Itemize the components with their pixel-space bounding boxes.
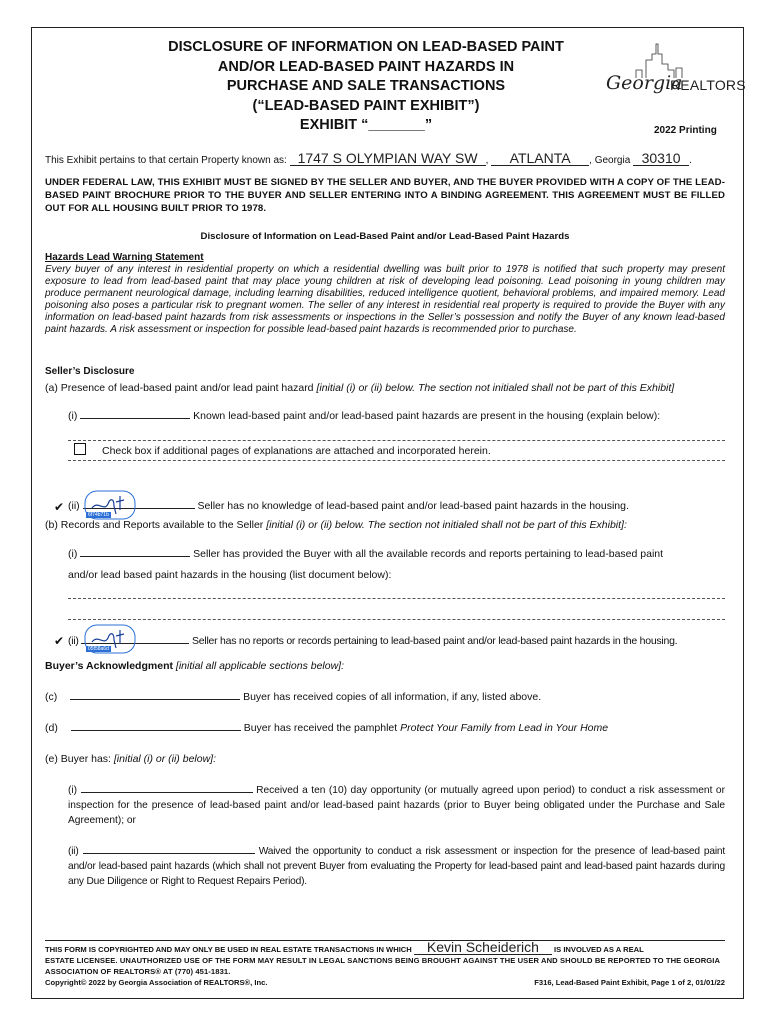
seller-a-i-label: (i) <box>68 410 78 422</box>
seller-initials-signature-icon-2[interactable] <box>84 624 136 654</box>
seller-initial-id-b: 05f58a6d <box>88 646 109 652</box>
seller-a-label: (a) <box>45 382 58 394</box>
checkbox-label: Check box if additional pages of explanations are attached and incorporated herein. <box>102 445 491 457</box>
seller-b-i-label: (i) <box>68 548 78 560</box>
property-address-field[interactable]: 1747 S OLYMPIAN WAY SW <box>290 152 486 166</box>
seller-initials-signature-icon[interactable] <box>84 490 136 520</box>
title-line-5: EXHIBIT “_______” <box>299 117 433 133</box>
buyer-d-initial-field[interactable] <box>71 722 241 731</box>
georgia-realtors-logo <box>606 40 746 102</box>
buyer-e-i-initial-field[interactable] <box>81 784 253 793</box>
buyer-c-row <box>45 691 541 703</box>
seller-a-text: Presence of lead-based paint and/or lead paint hazard <box>60 382 314 394</box>
buyer-e-i-block <box>68 783 725 828</box>
seller-a-i-initial-field[interactable] <box>80 410 190 419</box>
warning-heading: Hazards Lead Warning Statement <box>45 252 204 263</box>
footer-copyright-suffix: IS INVOLVED AS A REAL <box>554 945 644 954</box>
footer-copyright-line: Copyright© 2022 by Georgia Association of REALTORS®, Inc. <box>45 978 268 987</box>
records-line-1[interactable] <box>68 598 725 599</box>
buyer-d-pamphlet: Protect Your Family from Lead in Your Home <box>400 722 609 734</box>
seller-b-instruction: [initial (i) or (ii) below. The section not initialed shall not be part of this Exhibit]: <box>266 519 627 531</box>
property-state-label: , Georgia <box>589 155 631 166</box>
buyer-e-instruction: [initial (i) or (ii) below]: <box>113 753 216 765</box>
seller-b-ii-row <box>68 635 677 647</box>
footer-copyright-rest: ESTATE LICENSEE. UNAUTHORIZED USE OF THE FORM MAY RESULT IN LEGAL SANCTIONS BEING BROUGHT AGAINST THE USER AND SHOULD BE REPORTED TO THE GEORGIA ASSOCIATION OF REALTORS® AT (770) 451-1831. <box>45 956 720 976</box>
title-line-1: DISCLOSURE OF INFORMATION ON LEAD-BASED PAINT <box>168 39 564 55</box>
seller-a-i-row <box>68 410 660 422</box>
licensee-name-field[interactable]: Kevin Scheiderich <box>414 941 552 955</box>
check-mark-icon-2: ✔ <box>54 634 65 648</box>
buyer-e-ii-block <box>68 844 725 889</box>
buyer-heading: Buyer’s Acknowledgment <box>45 660 173 672</box>
buyer-e-ii-initial-field[interactable] <box>83 845 255 854</box>
logo-caps-text: REALTORS <box>670 77 746 93</box>
buyer-d-row <box>45 722 608 734</box>
additional-pages-checkbox[interactable] <box>74 443 86 455</box>
buyer-instruction: [initial all applicable sections below]: <box>175 660 344 672</box>
printing-year: 2022 Printing <box>654 125 717 136</box>
seller-a-instruction: [initial (i) or (ii) below. The section not initialed shall not be part of this Exhibit] <box>316 382 675 394</box>
check-mark-icon: ✔ <box>54 500 65 514</box>
buyer-e-i-text: Received a ten (10) day opportunity (or mutually agreed upon period) to conduct a risk assessment or inspection for the presence of lead-based paint and/or lead-based paint hazards (prior to Buyer being obligated under the Purchase and Sale Agreement); or <box>68 785 725 826</box>
buyer-c-text: Buyer has received copies of all information, if any, listed above. <box>243 691 542 703</box>
title-line-4: (“LEAD-BASED PAINT EXHIBIT”) <box>252 97 480 114</box>
buyer-e-label: (e) <box>45 753 58 765</box>
buyer-c-initial-field[interactable] <box>70 691 240 700</box>
buyer-heading-row <box>45 660 344 672</box>
property-line: This Exhibit pertains to that certain Property known as: 1747 S OLYMPIAN WAY SW , ATLANTA , Georgia 30310 . <box>45 150 692 166</box>
seller-a-ii-label: (ii) <box>68 500 80 512</box>
buyer-e-text: Buyer has: <box>60 753 111 765</box>
footer-copyright-line-1 <box>45 941 735 955</box>
seller-b-text: Records and Reports available to the Seller <box>60 519 264 531</box>
section-heading: Disclosure of Information on Lead-Based Paint and/or Lead-Based Paint Hazards <box>200 231 570 242</box>
seller-heading: Seller’s Disclosure <box>45 366 135 377</box>
seller-b-i-text-2: and/or lead based paint hazards in the housing (list document below): <box>68 569 392 581</box>
logo-script-text: Georgia <box>606 72 683 94</box>
seller-b-ii-label: (ii) <box>68 635 79 647</box>
seller-a-i-text: Known lead-based paint and/or lead-based paint hazards are present in the housing (explain below): <box>193 410 661 422</box>
seller-b-i-initial-field[interactable] <box>80 548 190 557</box>
seller-b-ii-text: Seller has no reports or records pertaining to lead-based paint and/or lead-based paint hazards in the housing. <box>192 635 678 647</box>
seller-b-i-text: Seller has provided the Buyer with all the available records and reports pertaining to lead-based paint <box>193 548 664 560</box>
warning-body: Every buyer of any interest in residential property on which a residential dwelling was built prior to 1978 is notified that such property may present exposure to lead from lead-based paint that may place young children at risk of developing lead poisoning. Lead poisoning in young children may produce permanent neurological damage, including learning disabilities, reduced intelligence quotient, behavioral problems, and impaired memory. Lead poisoning also poses a particular risk to pregnant women. The seller of any interest in residential real property is required to provide the Buyer with any information on lead-based paint hazards from risk assessments or inspections in the Seller’s possession and notify the Buyer of any known lead-based paint hazards. A risk assessment or inspection for possible lead-based paint hazards is recommended prior to purchase. <box>45 264 725 336</box>
property-prefix: This Exhibit pertains to that certain Property known as: <box>45 155 287 166</box>
title-line-3: PURCHASE AND SALE TRANSACTIONS <box>226 78 506 94</box>
buyer-e-ii-text: Waived the opportunity to conduct a risk assessment or inspection for the presence of lead-based paint and/or lead-based paint hazards (which shall not prevent Buyer from evaluating the Property for lead-based paint and lead-based paint hazards during any Due Diligence or Right to Request Repairs Period). <box>68 846 725 887</box>
buyer-e-ii-label: (ii) <box>68 846 79 857</box>
seller-b-i-row <box>68 548 663 560</box>
seller-a-row <box>45 382 735 394</box>
property-zip-field[interactable]: 30310 <box>633 152 689 166</box>
footer-form-id: F316, Lead-Based Paint Exhibit, Page 1 of 2, 01/01/22 <box>534 978 725 987</box>
seller-initial-id-a: 6f74b71b <box>88 512 109 518</box>
form-title <box>131 38 601 136</box>
records-line-2[interactable] <box>68 619 725 620</box>
seller-b-row <box>45 519 735 531</box>
federal-notice: UNDER FEDERAL LAW, THIS EXHIBIT MUST BE SIGNED BY THE SELLER AND BUYER, AND THE BUYER PROVIDED WITH A COPY OF THE LEAD-BASED PAINT BROCHURE PRIOR TO THE BUYER AND SELLER ENTERING INTO A BINDING AGREEMENT. THIS AGREEMENT MUST BE FILLED OUT FOR ALL HOUSING BUILT PRIOR TO 1978. <box>45 177 725 214</box>
buyer-d-text: Buyer has received the pamphlet <box>243 722 398 734</box>
buyer-e-i-label: (i) <box>68 785 78 796</box>
explain-line-1[interactable] <box>68 440 725 441</box>
seller-a-ii-text: Seller has no knowledge of lead-based paint and/or lead-based paint hazards in the housing. <box>197 500 629 512</box>
property-city-field[interactable]: ATLANTA <box>491 152 589 166</box>
title-line-2: AND/OR LEAD-BASED PAINT HAZARDS IN <box>217 58 515 75</box>
explain-line-2[interactable] <box>68 460 725 461</box>
buyer-c-label: (c) <box>45 691 58 703</box>
buyer-e-row <box>45 753 216 765</box>
buyer-d-label: (d) <box>45 722 58 734</box>
seller-a-ii-row <box>68 500 629 512</box>
seller-b-label: (b) <box>45 519 58 531</box>
footer-copyright-prefix: THIS FORM IS COPYRIGHTED AND MAY ONLY BE USED IN REAL ESTATE TRANSACTIONS IN WHICH <box>45 945 412 954</box>
